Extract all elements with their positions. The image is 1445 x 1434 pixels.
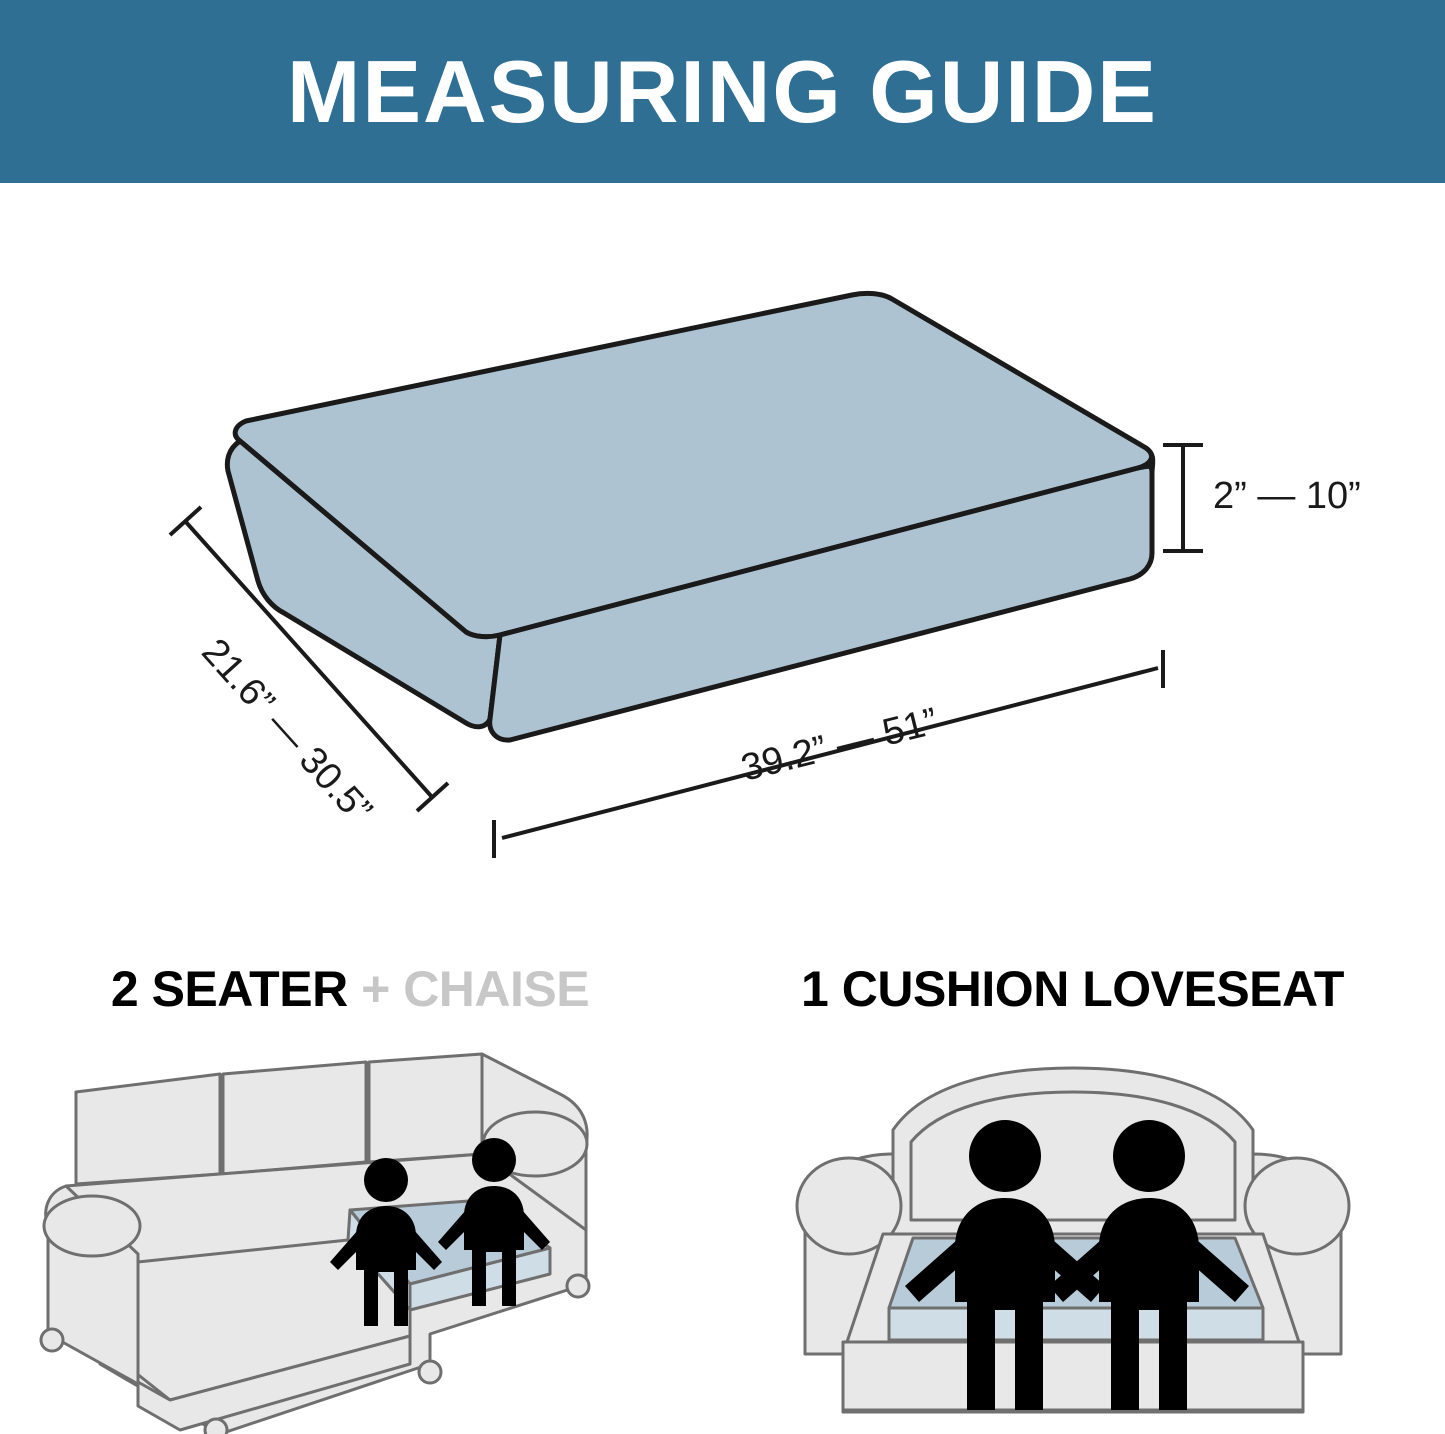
header-bar: [0, 0, 1445, 183]
example-one-cushion-loveseat: [700, 918, 1445, 1434]
example-title-two-seater-chaise: [0, 960, 700, 1018]
sectional-sofa-chaise-icon: [30, 1034, 670, 1434]
cushion-diagram-area: [0, 183, 1445, 918]
example-title-main: 1 CUSHION LOVESEAT: [801, 961, 1344, 1017]
seat-cushion-isometric-icon: [0, 183, 1445, 918]
example-figure-two-seater-chaise: [0, 1034, 700, 1434]
example-two-seater-chaise: [0, 918, 700, 1434]
example-title-muted: CHAISE: [403, 961, 590, 1017]
page-title: MEASURING GUIDE: [287, 41, 1158, 141]
example-title-plus: +: [361, 961, 390, 1017]
example-figure-one-cushion-loveseat: [700, 1034, 1445, 1434]
example-title-one-cushion-loveseat: [700, 960, 1445, 1018]
example-title-main: 2 SEATER: [110, 961, 348, 1017]
loveseat-icon: [743, 1034, 1403, 1434]
dimension-height-label: 2” — 10”: [1213, 475, 1361, 517]
dimension-width-label: 39.2” — 51”: [737, 700, 942, 790]
dimension-depth-label: 21.6” — 30.5”: [193, 630, 380, 832]
examples-area: [0, 918, 1445, 1421]
